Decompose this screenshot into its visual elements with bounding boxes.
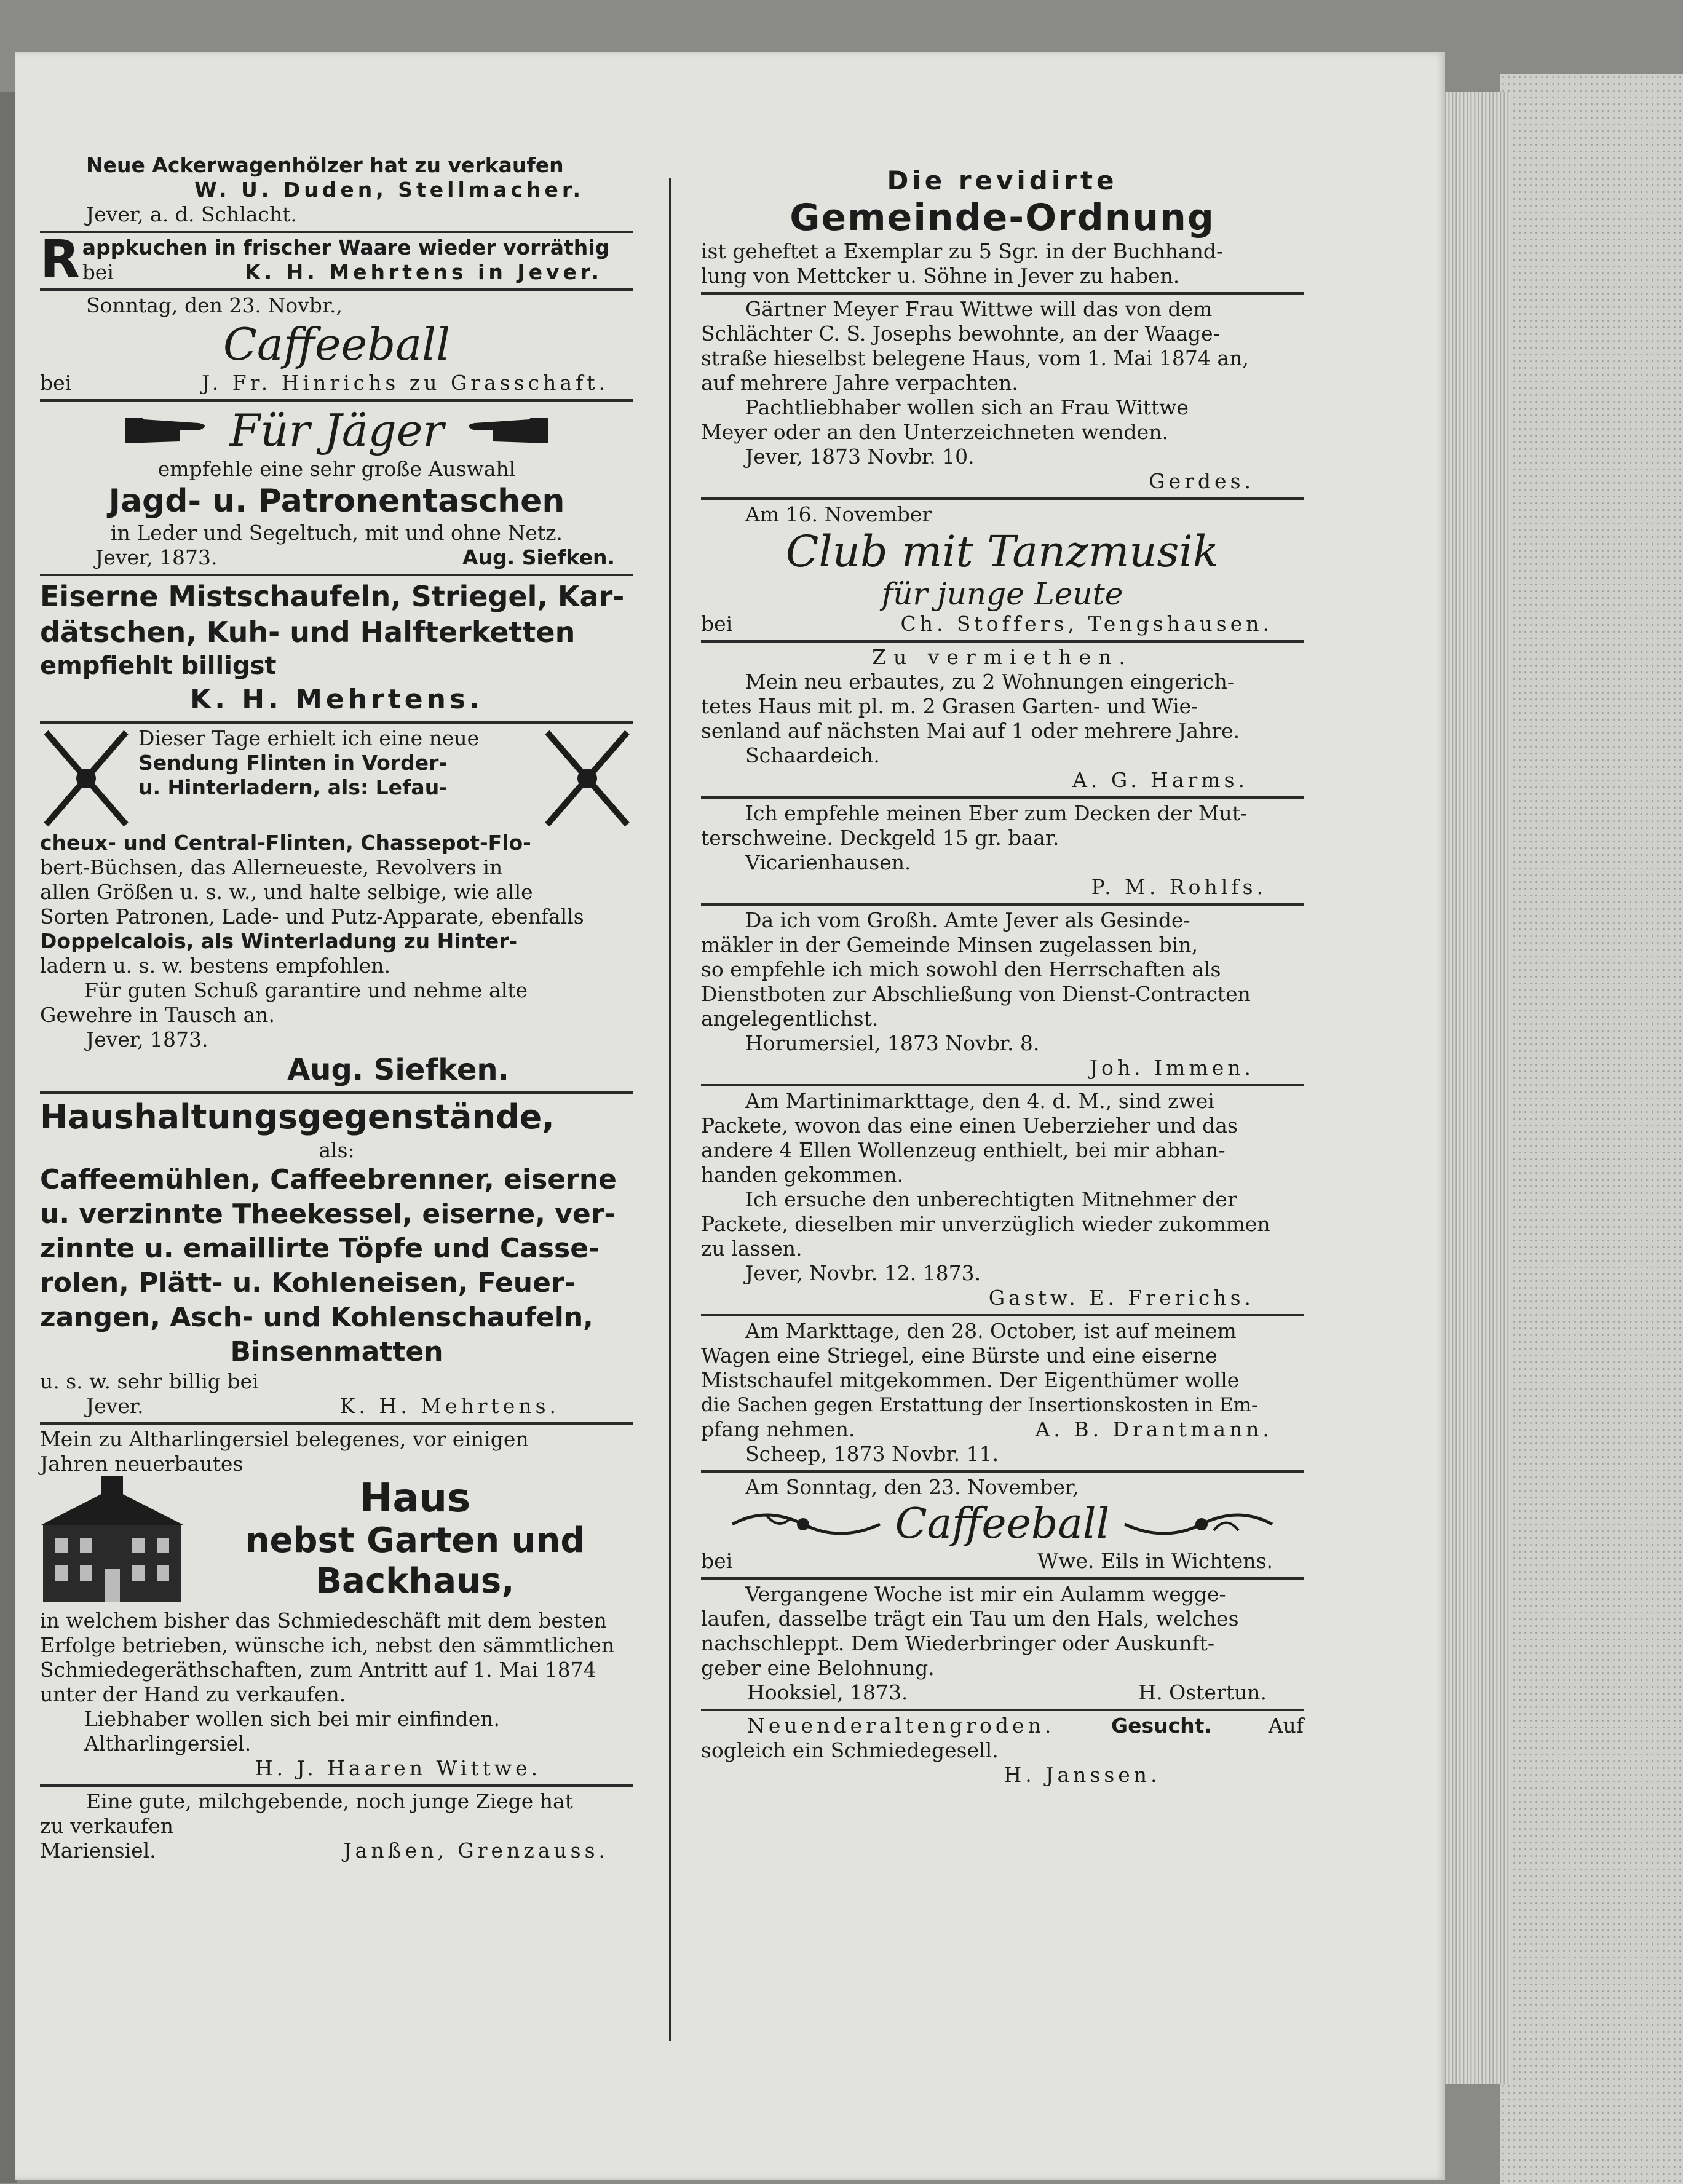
ad-text: cheux- und Central-Flinten, Chassepot-Flo- (40, 831, 531, 855)
ad-headline: Eiserne Mistschaufeln, Striegel, Kar- (40, 580, 625, 613)
ad-mistschaufeln (40, 576, 633, 724)
ad-caffeeball-grasschaft (40, 291, 633, 402)
ad-place: Jever. (86, 1394, 144, 1418)
ad-text: Packete, dieselben mir unverzüglich wieder zukommen (701, 1212, 1270, 1236)
crossed-rifles-icon (541, 726, 633, 831)
left-column (40, 151, 633, 1867)
ad-text: Mistschaufel mitgekommen. Der Eigenthümer wolle (701, 1368, 1240, 1392)
ad-text: unter der Hand zu verkaufen. (40, 1682, 346, 1706)
ad-text: Eine gute, milchgebende, noch junge Ziege hat (86, 1789, 573, 1813)
ad-signature: Wwe. Eils in Wichtens. (1037, 1549, 1273, 1573)
ad-signature: Ch. Stoffers, Tengshausen. (900, 612, 1273, 636)
ad-text: auf mehrere Jahre verpachten. (701, 371, 1018, 395)
ad-text: Liebhaber wollen sich bei mir einfinden. (84, 1707, 500, 1731)
ad-text: Am Martinimarkttage, den 4. d. M., sind zwei (745, 1089, 1214, 1113)
pointing-hand-icon (456, 412, 548, 449)
ad-text: Jahren neuerbautes (40, 1452, 244, 1476)
ad-headline: Gesucht. (1111, 1714, 1212, 1738)
ad-headline: dätschen, Kuh- und Halfterketten (40, 615, 576, 649)
ad-text: so empfehle ich mich sowohl den Herrschaften als (701, 957, 1221, 981)
ad-club-tanzmusik (701, 500, 1304, 643)
ad-text: laufen, dasselbe trägt ein Tau um den Hals, welches (701, 1607, 1239, 1631)
flourish-ornament-icon (1122, 1503, 1275, 1546)
ad-text: bei (40, 371, 72, 395)
ad-text: die Sachen gegen Erstattung der Insertionskosten in Em- (701, 1394, 1258, 1416)
ad-text: Meyer oder an den Unterzeichneten wenden. (701, 420, 1168, 444)
ad-place: Scheep, 1873 Novbr. 11. (745, 1442, 999, 1466)
ad-text: zangen, Asch- und Kohlenschaufeln, (40, 1302, 593, 1333)
ad-headline: für junge Leute (881, 576, 1123, 612)
ad-text: Die revidirte (887, 165, 1118, 196)
ad-haus-altharlingersiel (40, 1425, 633, 1787)
ad-text: bert-Büchsen, das Allerneueste, Revolvers in (40, 855, 503, 879)
ad-signature: Gerdes. (1149, 469, 1254, 493)
ad-text: Sorten Patronen, Lade- und Putz-Apparate, ebenfalls (40, 904, 584, 928)
ad-text: ladern u. s. w. bestens empfohlen. (40, 954, 391, 978)
ad-signature: K. H. Mehrtens. (190, 684, 483, 715)
ad-text: als: (319, 1138, 355, 1162)
ad-text: pfang nehmen. (701, 1417, 855, 1441)
ad-signature: A. G. Harms. (1072, 768, 1248, 792)
ad-place: Neuenderaltengroden. (747, 1714, 1055, 1738)
ad-text: u. s. w. sehr billig bei (40, 1369, 259, 1393)
column-divider (669, 178, 671, 2041)
ad-text: in Leder und Segeltuch, mit und ohne Netz. (110, 521, 563, 545)
ad-text: Ich empfehle meinen Eber zum Decken der Mut- (745, 801, 1248, 825)
ad-text: handen gekommen. (701, 1163, 903, 1187)
ad-text: zu lassen. (701, 1236, 802, 1260)
ad-text: geber eine Belohnung. (701, 1656, 935, 1680)
ad-fuer-jaeger (40, 402, 633, 576)
ad-signature: H. Ostertun. (1138, 1680, 1267, 1704)
ad-signature: Joh. Immen. (1089, 1056, 1254, 1080)
ad-text: u. verzinnte Theekessel, eiserne, ver- (40, 1198, 616, 1230)
flourish-ornament-icon (729, 1503, 883, 1546)
crossed-rifles-icon (40, 726, 132, 831)
ad-gemeinde-ordnung (701, 163, 1304, 295)
book-cover-board (1500, 74, 1683, 2184)
ad-headline: Für Jäger (229, 405, 444, 456)
ad-gaertner-meyer (701, 295, 1304, 500)
ad-text: Schmiedegeräthschaften, zum Antritt auf 1. Mai 1874 (40, 1658, 596, 1682)
ad-text: Da ich vom Großh. Amte Jever als Gesinde- (745, 908, 1190, 932)
ad-text: Caffeemühlen, Caffeebrenner, eiserne (40, 1164, 617, 1195)
ad-headline: Jagd- u. Patronentaschen (108, 483, 565, 520)
ad-date: Am 16. November (745, 502, 932, 526)
ad-text: senland auf nächsten Mai auf 1 oder mehrere Jahre. (701, 719, 1240, 743)
ad-text: ist geheftet a Exemplar zu 5 Sgr. in der Buchhand- (701, 239, 1224, 263)
ad-signature: H. Janssen. (1004, 1763, 1161, 1787)
pointing-hand-icon (125, 412, 217, 449)
ad-text: Am Markttage, den 28. October, ist auf meinem (745, 1319, 1237, 1343)
ad-text: Schlächter C. S. Josephs bewohnte, an der Waage- (701, 322, 1220, 346)
ad-aulamm (701, 1580, 1304, 1711)
drop-cap: R (40, 229, 80, 289)
ad-place: Jever, a. d. Schlacht. (86, 202, 297, 226)
spine-shadow (0, 92, 17, 2183)
ad-markttag-striegel (701, 1316, 1304, 1473)
ad-text: Mein neu erbautes, zu 2 Wohnungen eingerich- (745, 670, 1234, 694)
ad-text: allen Größen u. s. w., und halte selbige, wie alle (40, 880, 533, 904)
ad-eber (701, 799, 1304, 906)
ad-headline: Caffeeball (895, 1500, 1110, 1548)
ad-text: sogleich ein Schmiedegesell. (701, 1738, 999, 1762)
ad-signature: Aug. Siefken. (287, 1053, 509, 1087)
house-illustration-icon (40, 1476, 184, 1608)
ad-place: Vicarienhausen. (745, 850, 911, 874)
ad-place: Altharlingersiel. (84, 1731, 251, 1755)
ad-place: Hooksiel, 1873. (747, 1680, 908, 1704)
ad-place: Jever, 1873. (95, 545, 218, 569)
ad-text: Erfolge betrieben, wünsche ich, nebst den sämmtlichen (40, 1633, 615, 1657)
ad-signature: Janßen, Grenzauss. (343, 1838, 609, 1862)
ad-caffeeball-wichtens (701, 1473, 1304, 1580)
ad-text: straße hieselbst belegene Haus, vom 1. Mai 1874 an, (701, 346, 1249, 370)
ad-date: Sonntag, den 23. Novbr., (86, 293, 343, 317)
ad-headline: Haushaltungsgegenstände, (40, 1098, 555, 1136)
ad-text: tetes Haus mit pl. m. 2 Grasen Garten- und Wie- (701, 694, 1198, 718)
ad-headline: empfiehlt billigst (40, 652, 277, 680)
ad-text: rolen, Plätt- u. Kohleneisen, Feuer- (40, 1267, 576, 1299)
ad-text: Gewehre in Tausch an. (40, 1003, 275, 1027)
ad-text: Mein zu Altharlingersiel belegenes, vor einigen (40, 1427, 529, 1451)
ad-signature: Aug. Siefken. (462, 545, 615, 569)
ad-text: Vergangene Woche ist mir ein Aulamm wegge- (745, 1582, 1226, 1606)
ad-text: zinnte u. emaillirte Töpfe und Casse- (40, 1233, 600, 1264)
ad-gesindemaekler (701, 906, 1304, 1086)
ad-text: Packete, wovon das eine einen Ueberzieher und das (701, 1114, 1238, 1138)
ad-ziege (40, 1787, 633, 1867)
ad-text: zu verkaufen (40, 1814, 173, 1838)
ad-text: Auf (1268, 1714, 1304, 1738)
ad-text: bei (82, 260, 114, 284)
ad-headline: Gemeinde-Ordnung (790, 196, 1215, 239)
ad-headline: Zu vermiethen. (872, 645, 1133, 669)
ad-text: Neue Ackerwagenhölzer hat zu verkaufen (86, 153, 564, 177)
ad-text: appkuchen in frischer Waare wieder vorräthig (82, 235, 610, 259)
ad-text: bei (701, 1549, 733, 1573)
ad-date: Am Sonntag, den 23. November, (745, 1475, 1079, 1499)
ad-place: Jever, 1873. (86, 1027, 208, 1051)
ad-text: nachschleppt. Dem Wiederbringer oder Auskunft- (701, 1631, 1215, 1655)
ad-text: Dienstboten zur Abschließung von Dienst-Contracten (701, 982, 1251, 1006)
ad-place: Horumersiel, 1873 Novbr. 8. (745, 1031, 1040, 1055)
ad-headline: Haus (359, 1476, 471, 1521)
ad-text: angelegentlichst. (701, 1007, 879, 1031)
ad-text: Dieser Tage erhielt ich eine neue (138, 726, 480, 750)
ad-signature: Gastw. E. Frerichs. (988, 1286, 1254, 1310)
ad-place: Schaardeich. (745, 743, 880, 767)
ad-ackerwagenhoelzer (40, 151, 633, 233)
ad-text: Ich ersuche den unberechtigten Mitnehmer der (745, 1187, 1237, 1211)
ad-text: bei (701, 612, 733, 636)
ad-text: empfehle eine sehr große Auswahl (157, 457, 516, 481)
ad-text: mäkler in der Gemeinde Minsen zugelassen bin, (701, 933, 1198, 957)
ad-text: lung von Mettcker u. Söhne in Jever zu haben. (701, 264, 1180, 288)
ad-text: Doppelcalois, als Winterladung zu Hinter- (40, 929, 518, 953)
ad-headline: Caffeeball (223, 318, 451, 370)
ad-text: Sendung Flinten in Vorder- (138, 751, 448, 775)
ad-text: Binsenmatten (230, 1336, 443, 1367)
ad-signature: K. H. Mehrtens. (339, 1394, 560, 1418)
ad-text: terschweine. Deckgeld 15 gr. baar. (701, 826, 1059, 850)
ad-signature: K. H. Mehrtens in Jever. (245, 260, 603, 284)
ad-headline: Backhaus, (315, 1561, 515, 1601)
ad-text: andere 4 Ellen Wollenzeug enthielt, bei mir abhan- (701, 1138, 1226, 1162)
ad-text: Pachtliebhaber wollen sich an Frau Wittwe (745, 395, 1189, 419)
ad-text: Für guten Schuß garantire und nehme alte (84, 978, 528, 1002)
ad-signature: A. B. Drantmann. (1035, 1417, 1273, 1441)
ad-signature: W. U. Duden, Stellmacher. (194, 178, 584, 202)
ad-place: Mariensiel. (40, 1838, 156, 1862)
ad-place: Jever, 1873 Novbr. 10. (745, 445, 975, 469)
ad-signature: P. M. Rohlfs. (1091, 875, 1267, 899)
ad-rappkuchen (40, 229, 633, 291)
ad-schmiedegesell (701, 1711, 1304, 1791)
ad-zu-vermiethen (701, 643, 1304, 799)
ad-text: Gärtner Meyer Frau Wittwe will das von dem (745, 297, 1213, 321)
ad-text: u. Hinterladern, als: Lefau- (138, 775, 448, 799)
ad-headline: nebst Garten und (245, 1521, 585, 1561)
ad-text: Wagen eine Striegel, eine Bürste und eine eiserne (701, 1343, 1218, 1367)
right-column (701, 163, 1304, 1791)
ad-haushaltungsgegenstaende (40, 1094, 633, 1425)
ad-text: in welchem bisher das Schmiedeschäft mit dem besten (40, 1608, 607, 1632)
ad-flinten (40, 724, 633, 1094)
ad-martinimarkt (701, 1086, 1304, 1316)
ad-place: Jever, Novbr. 12. 1873. (745, 1261, 981, 1285)
ad-headline: Club mit Tanzmusik (785, 526, 1219, 577)
ad-signature: J. Fr. Hinrichs zu Grasschaft. (202, 371, 609, 395)
ad-signature: H. J. Haaren Wittwe. (255, 1756, 542, 1780)
